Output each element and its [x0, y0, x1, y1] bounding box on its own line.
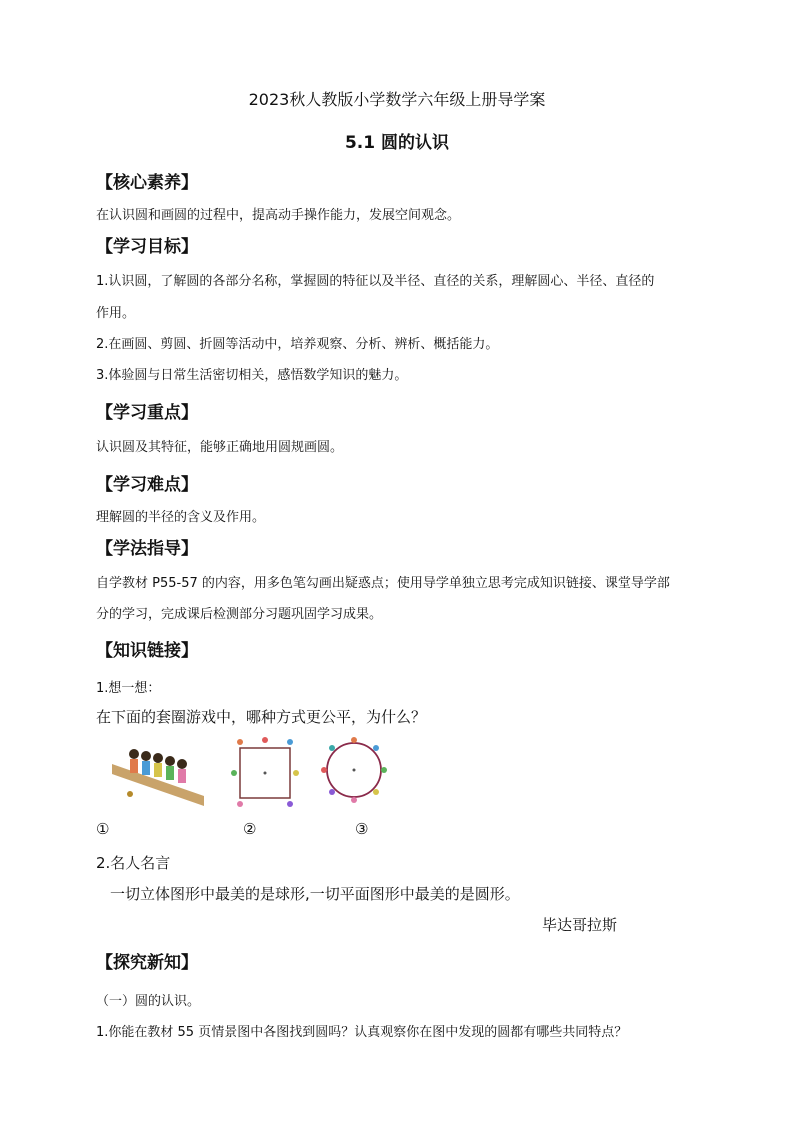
target-peg — [127, 791, 133, 797]
goal-item-1-cont: 作用。 — [96, 306, 136, 321]
quote-text: 一切立体图形中最美的是球形,一切平面图形中最美的是圆形。 — [110, 885, 520, 903]
heading-core: 【核心素养】 — [96, 173, 198, 193]
link-q1-label: 1.想一想： — [96, 681, 161, 696]
explore-sub: （一）圆的认识。 — [96, 994, 201, 1009]
heading-goals: 【学习目标】 — [96, 237, 198, 257]
center-peg — [353, 769, 356, 772]
method-line-2: 分的学习，完成课后检测部分习题巩固学习成果。 — [96, 607, 383, 622]
heading-method: 【学法指导】 — [96, 539, 198, 559]
heading-explore: 【探究新知】 — [96, 953, 198, 973]
quote-author: 毕达哥拉斯 — [542, 916, 618, 934]
goal-item-2: 2.在画圆、剪圆、折圆等活动中，培养观察、分析、辨析、概括能力。 — [96, 337, 499, 352]
center-peg — [264, 772, 267, 775]
figure-circle-children — [318, 734, 390, 806]
figure-label-1: ① — [96, 820, 110, 838]
method-line-1: 自学教材 P55-57 的内容，用多色笔勾画出疑惑点；使用导学单独立思考完成知识链接、课堂导学部 — [96, 576, 670, 591]
figure-line-children — [112, 742, 204, 810]
link-q1-text: 在下面的套圈游戏中，哪种方式更公平，为什么？ — [96, 708, 427, 726]
document-title: 2023秋人教版小学数学六年级上册导学案 — [248, 90, 546, 109]
link-q2-label: 2.名人名言 — [96, 854, 171, 872]
figure-label-3: ③ — [355, 820, 369, 838]
heading-key: 【学习重点】 — [96, 403, 198, 423]
figure-label-2: ② — [243, 820, 257, 838]
lesson-title: 5.1 圆的认识 — [344, 133, 450, 153]
key-text: 认识圆及其特征，能够正确地用圆规画圆。 — [96, 440, 344, 455]
heading-difficulty: 【学习难点】 — [96, 475, 198, 495]
figure-square-children — [228, 736, 302, 810]
goal-item-1: 1.认识圆，了解圆的各部分名称，掌握圆的特征以及半径、直径的关系，理解圆心、半径、直径的 — [96, 274, 655, 289]
explore-q1: 1.你能在教材 55 页情景图中各图找到圆吗？认真观察你在图中发现的圆都有哪些共同特点？ — [96, 1025, 628, 1040]
heading-link: 【知识链接】 — [96, 641, 198, 661]
difficulty-text: 理解圆的半径的含义及作用。 — [96, 510, 266, 525]
goal-item-3: 3.体验圆与日常生活密切相关，感悟数学知识的魅力。 — [96, 368, 408, 383]
core-text: 在认识圆和画圆的过程中，提高动手操作能力，发展空间观念。 — [96, 208, 461, 223]
